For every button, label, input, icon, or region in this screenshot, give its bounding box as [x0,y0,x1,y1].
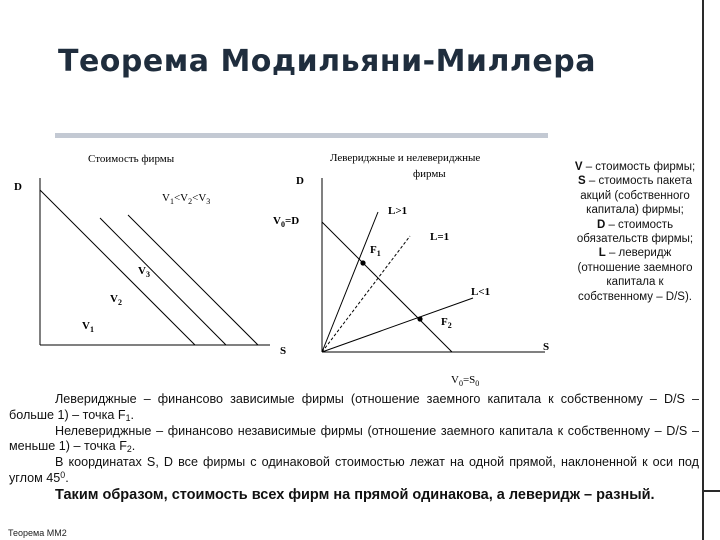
right-axis-s-left: S [280,345,287,357]
label-l-eq-1: L=1 [430,231,450,243]
v2-label: $V_2$ [110,293,122,307]
legend-item-l: L – леверидж (отношение заемного капитала к собственному – D/S). [577,247,693,303]
v3-label: $V_3$ [138,265,150,279]
label-l-gt-1: L>1 [388,205,408,217]
slide-footer: Теорема ММ2 [8,528,67,538]
label-f1: $F_1$ [370,244,381,258]
v1-line [128,215,258,345]
right-chart-heading-2: фирмы [413,168,446,180]
v2-line [100,218,226,345]
legend-item-v: V – стоимость фирмы; [574,161,696,173]
point-f2 [417,316,422,321]
v1-label: $V_1$ [82,320,94,334]
paragraph-45-degree: В координатах S, D все фирмы с одинаковой стоимостью лежат на одной прямой, наклоненной к оси под углом $45^0$. [9,455,699,485]
right-axis-d: D [296,175,304,187]
origin-label: $V_0=S_0$ [451,374,480,388]
right-axis-s-right: S [543,341,550,353]
label-l-lt-1: L<1 [471,286,491,298]
paragraph-leveraged: Левериджные – финансово зависимые фирмы (отношение заемного капитала к собственному – D/S – больше 1) – точка $F_1$. [9,392,699,423]
v3-line [40,190,195,345]
text-box [9,392,699,530]
paragraph-unleveraged: Нелевериджные – финансово независимые фирмы (отношение заемного капитала к собственному – D/S – меньше 1) – точка $F_2$. [9,423,699,455]
point-f1 [360,260,365,265]
left-axis-d: D [14,181,22,193]
legend-item-s: S – стоимость пакета акций (собственного капитала) фирмы; [577,175,692,217]
v-relation: $V_1<V_2<V_3$ [162,192,211,206]
left-chart-heading: Стоимость фирмы [88,153,175,165]
slide-title: Теорема Модильяни-Миллера [58,44,596,79]
v0-label: $V_0=D$ [273,215,300,229]
legend [568,160,702,304]
ray-l-gt-1 [322,212,378,352]
label-f2: $F_2$ [441,316,452,330]
ray-l-eq-1 [322,236,410,352]
legend-item-d: D – стоимость обязательств фирмы; [576,218,694,246]
paragraph-conclusion: Таким образом, стоимость всех фирм на прямой одинакова, а леверидж – разный. [55,486,655,503]
right-chart-heading-1: Левериджные и нелевериджные [330,152,481,164]
